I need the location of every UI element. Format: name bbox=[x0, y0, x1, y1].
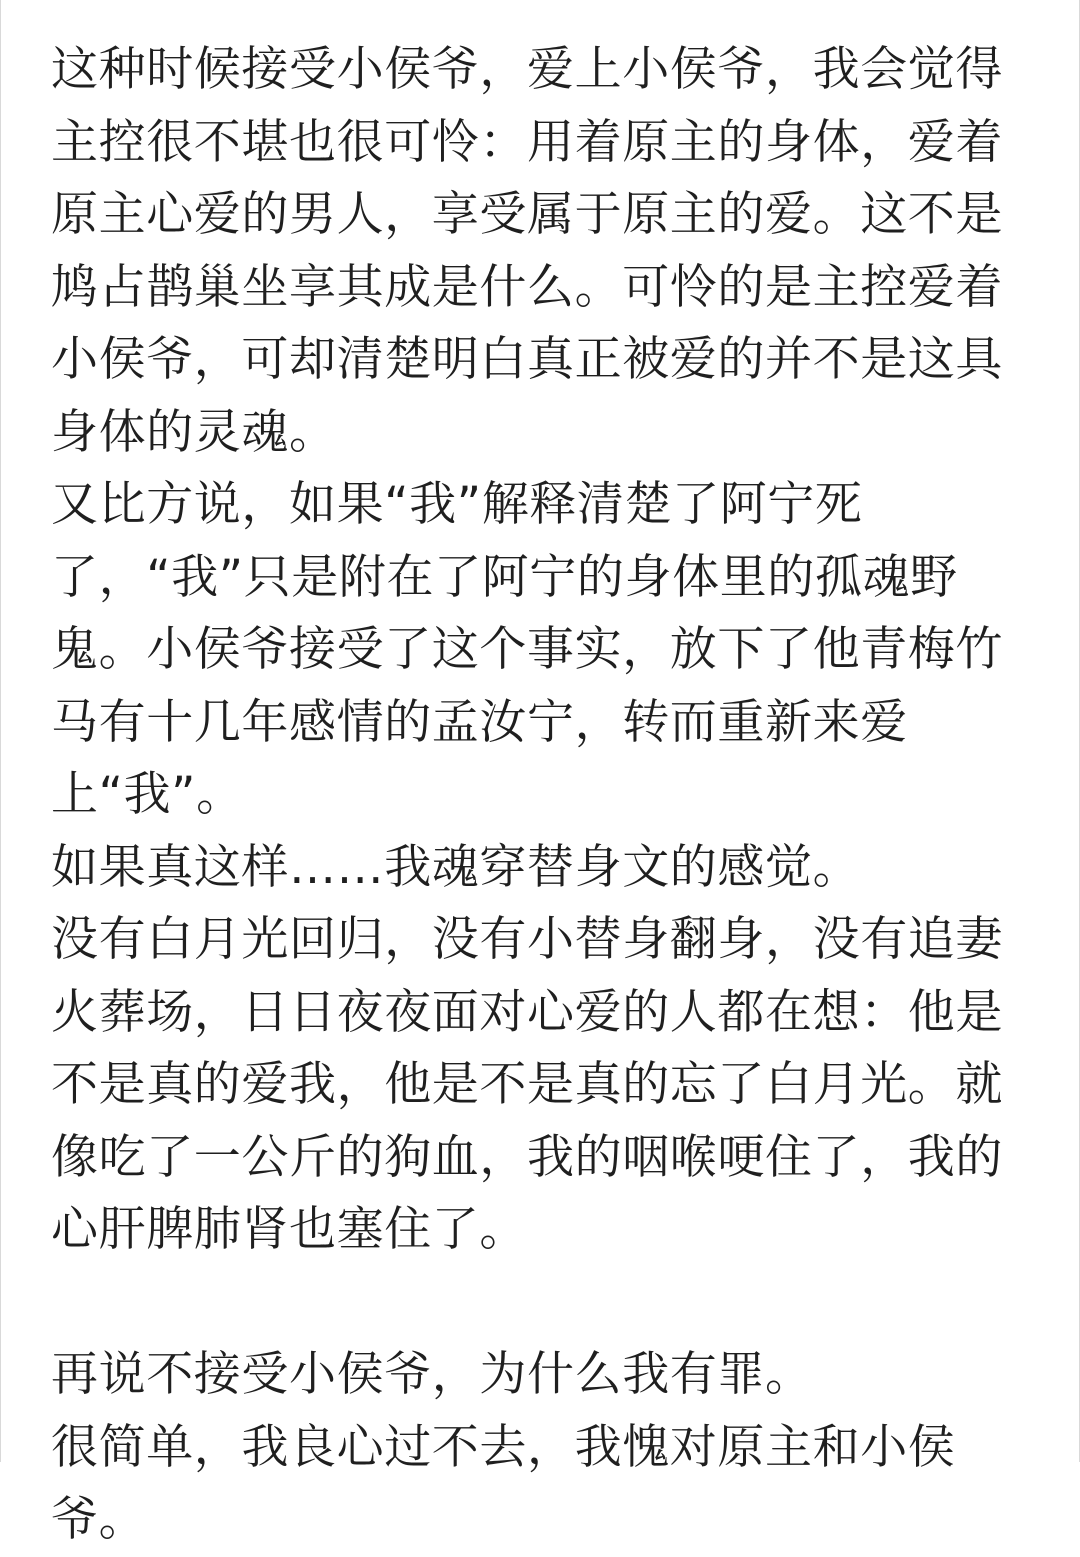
paragraph-1: 这种时候接受小侯爷，爱上小侯爷，我会觉得主控很不堪也很可怜：用着原主的身体，爱着原主心爱的男人，享受属于原主的爱。这不是鸠占鹊巢坐享其成是什么。可怜的是主控爱着小侯爷，可却清楚明白真正被爱的并不是这具身体的灵魂。 bbox=[51, 42, 1003, 460]
article-body bbox=[51, 34, 1031, 1557]
paragraph-spacer bbox=[51, 1267, 1031, 1340]
paragraph-3: 如果真这样……我魂穿替身文的感觉。 bbox=[51, 839, 861, 895]
paragraph-4: 没有白月光回归，没有小替身翻身，没有追妻火葬场，日日夜夜面对心爱的人都在想：他是不是真的爱我，他是不是真的忘了白月光。就像吃了一公斤的狗血，我的咽喉哽住了，我的心肝脾肺肾也塞住了。 bbox=[51, 912, 1003, 1257]
paragraph-6: 很简单，我良心过不去，我愧对原主和小侯爷。 bbox=[51, 1419, 956, 1547]
paragraph-5: 再说不接受小侯爷，为什么我有罪。 bbox=[51, 1347, 813, 1402]
paragraph-2: 又比方说，如果“我”解释清楚了阿宁死了，“我”只是附在了阿宁的身体里的孤魂野鬼。小侯爷接受了这个事实，放下了他青梅竹马有十几年感情的孟汝宁，转而重新来爱上“我”。 bbox=[51, 477, 1003, 822]
